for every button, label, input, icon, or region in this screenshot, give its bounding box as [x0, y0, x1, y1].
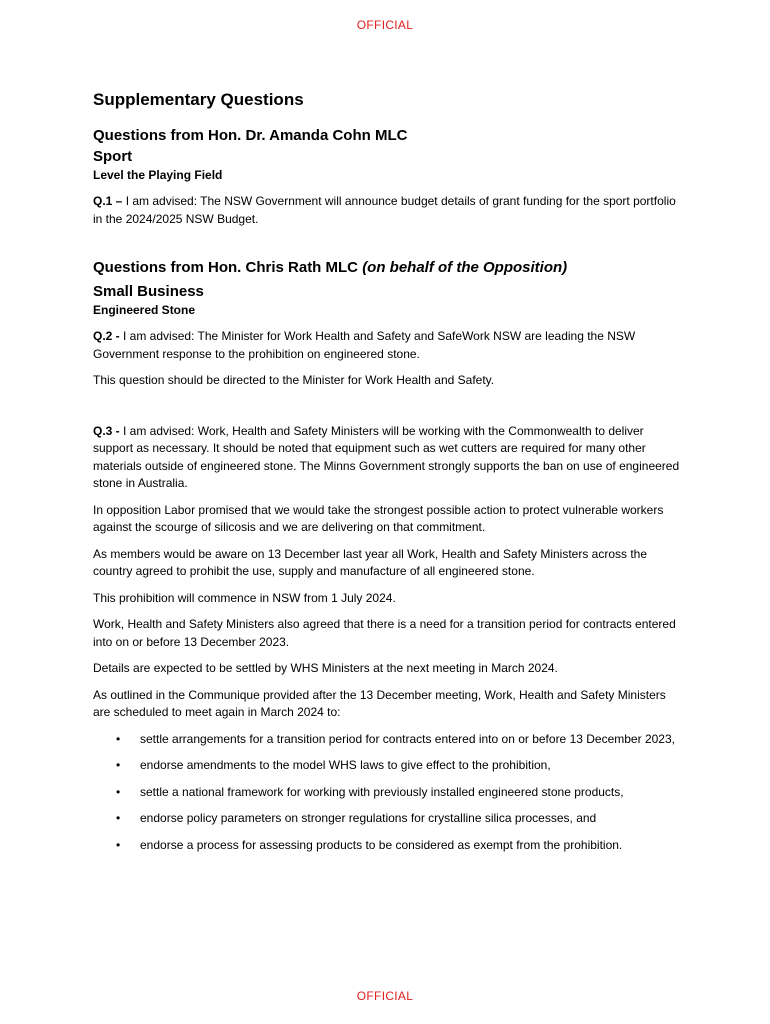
list-item	[93, 784, 683, 802]
page-title: Supplementary Questions	[93, 90, 304, 109]
list-item-text: settle arrangements for a transition period for contracts entered into on or before 13 December 2023,	[140, 731, 675, 746]
section2-heading-italic: (on behalf of the Opposition)	[362, 259, 568, 276]
q3-text: I am advised: Work, Health and Safety Ministers will be working with the Commonwealth to deliver support as necessary. It should be noted that equipment such as wet cutters are required for many other materials outside of engineered stone. The Minns Government strongly supports the ban on use of engineered stone in Australia.	[93, 423, 680, 490]
q3-paragraph-1: In opposition Labor promised that we would take the strongest possible action to protect vulnerable workers against the scourge of silicosis and we are delivering on that commitment.	[93, 502, 664, 534]
q2-text: I am advised: The Minister for Work Health and Safety and SafeWork NSW are leading the NSW Government response to the prohibition on engineered stone.	[93, 329, 636, 361]
q2-followup: This question should be directed to the Minister for Work Health and Safety.	[93, 373, 495, 387]
q3-paragraph-2: As members would be aware on 13 December last year all Work, Health and Safety Ministers across the country agreed to prohibit the use, supply and manufacture of all engineered stone.	[93, 546, 648, 578]
bullet-icon: •	[116, 811, 121, 825]
list-item	[93, 810, 683, 828]
list-item-text: settle a national framework for working with previously installed engineered stone products,	[140, 784, 624, 799]
q3-paragraph-4: Work, Health and Safety Ministers also agreed that there is a need for a transition period for contracts entered into on or before 13 December 2023.	[93, 617, 676, 649]
q3-paragraph-3: This prohibition will commence in NSW from 1 July 2024.	[93, 590, 396, 605]
section2-portfolio: Small Business	[93, 283, 204, 300]
document-body	[93, 89, 683, 863]
security-marking-top: OFFICIAL	[356, 18, 414, 32]
q3-paragraph-6: As outlined in the Communique provided after the 13 December meeting, Work, Health and Safety Ministers are scheduled to meet again in March 2024 to:	[93, 687, 666, 719]
q1-text: I am advised: The NSW Government will announce budget details of grant funding for the sport portfolio in the 2024/2025 NSW Budget.	[93, 194, 676, 226]
list-item-text: endorse a process for assessing products to be considered as exempt from the prohibition.	[140, 837, 623, 852]
security-marking-bottom: OFFICIAL	[356, 989, 414, 1003]
list-item	[93, 731, 683, 749]
list-item-text: endorse policy parameters on stronger regulations for crystalline silica processes, and	[140, 811, 597, 825]
q2-paragraph	[93, 328, 683, 363]
bullet-icon: •	[116, 837, 121, 852]
bullet-icon: •	[116, 758, 121, 772]
q3-label: Q.3 -	[93, 423, 120, 438]
section1-heading: Questions from Hon. Dr. Amanda Cohn MLC	[93, 127, 408, 144]
q3-paragraph-5: Details are expected to be settled by WHS Ministers at the next meeting in March 2024.	[93, 661, 558, 675]
section2-heading	[93, 257, 683, 278]
q2-label: Q.2 -	[93, 329, 120, 343]
bullet-icon: •	[116, 731, 121, 746]
section1-topic: Level the Playing Field	[93, 168, 223, 182]
list-item	[93, 837, 683, 855]
section2-heading-plain: Questions from Hon. Chris Rath MLC	[93, 259, 363, 276]
list-item	[93, 757, 683, 775]
q3-paragraph	[93, 423, 683, 493]
q1-label: Q.1 –	[93, 194, 123, 208]
q1-paragraph	[93, 193, 683, 228]
q3-bullet-list	[93, 731, 683, 855]
list-item-text: endorse amendments to the model WHS laws to give effect to the prohibition,	[140, 758, 551, 772]
section1-portfolio: Sport	[93, 148, 133, 165]
section2-topic: Engineered Stone	[93, 303, 196, 317]
bullet-icon: •	[116, 784, 121, 799]
